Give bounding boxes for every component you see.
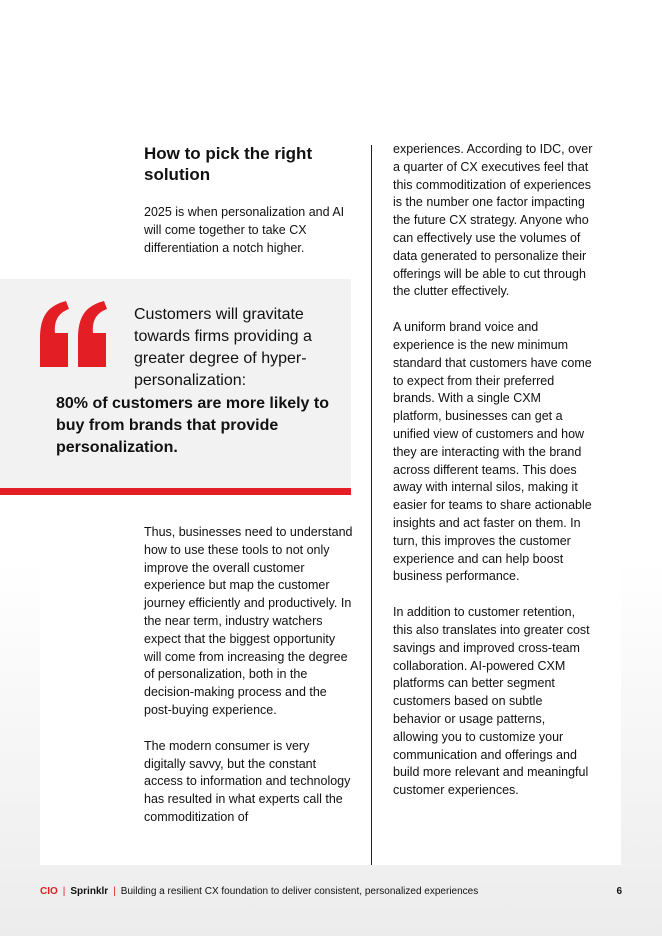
column-divider xyxy=(371,145,372,865)
body-paragraph: Thus, businesses need to understand how to use these tools to not only improve the overall customer experience but map the customer journey efficiently and productively. In the near term, industry watchers expect that the biggest opportunity will come from increasing the degree of personalization, both in the decision-making process and the post-buying experience. xyxy=(144,525,353,717)
section-heading: How to pick the right solution xyxy=(144,144,313,184)
body-paragraph: A uniform brand voice and experience is the new minimum standard that customers have come to expect from their preferred brands. With a single CXM platform, businesses can get a unified view of customers and how they are interacting with the brand across different teams. This does away with internal silos, making it easier for teams to share actionable insights and act faster on them. In turn, this improves the customer experience and can help boost business performance. xyxy=(393,320,592,584)
body-paragraph: In addition to customer retention, this also translates into greater cost savings and improved cross-team collaboration. AI-powered CXM platforms can better segment customers based on subtle behavior or usage patterns, allowing you to customize your communication and offerings and build more relevant and meaningful customer experiences. xyxy=(393,605,590,798)
body-paragraph: The modern consumer is very digitally savvy, but the constant access to information and technology has resulted in what experts call the commoditization of xyxy=(144,738,351,824)
left-column xyxy=(144,524,354,845)
quote-mark-icon xyxy=(38,299,110,369)
pull-quote-text: Customers will gravitate towards firms providing a greater degree of hyper-personalization: xyxy=(134,306,312,389)
footer-separator: | xyxy=(113,886,116,897)
body-paragraph: experiences. According to IDC, over a quarter of CX executives feel that this commoditization of experiences is the number one factor impacting the future CX strategy. Anyone who can effectively use the volumes of data generated to personalize their offerings will be able to cut through the clutter effectively. xyxy=(393,142,593,299)
footer-separator: | xyxy=(62,886,66,897)
cio-logo: CIO xyxy=(40,886,58,897)
page-number: 6 xyxy=(616,886,622,897)
intro-paragraph: 2025 is when personalization and AI will come together to take CX differentiation a notch higher. xyxy=(144,205,345,255)
sprinklr-logo: Sprinklr xyxy=(70,886,109,897)
pull-quote-accent-bar xyxy=(0,488,351,495)
pull-quote-stat: 80% of customers are more likely to buy from brands that provide personalization. xyxy=(56,395,329,456)
footer-title: Building a resilient CX foundation to deliver consistent, personalized experiences xyxy=(120,886,479,897)
right-column xyxy=(393,141,593,818)
page-footer xyxy=(40,885,622,899)
